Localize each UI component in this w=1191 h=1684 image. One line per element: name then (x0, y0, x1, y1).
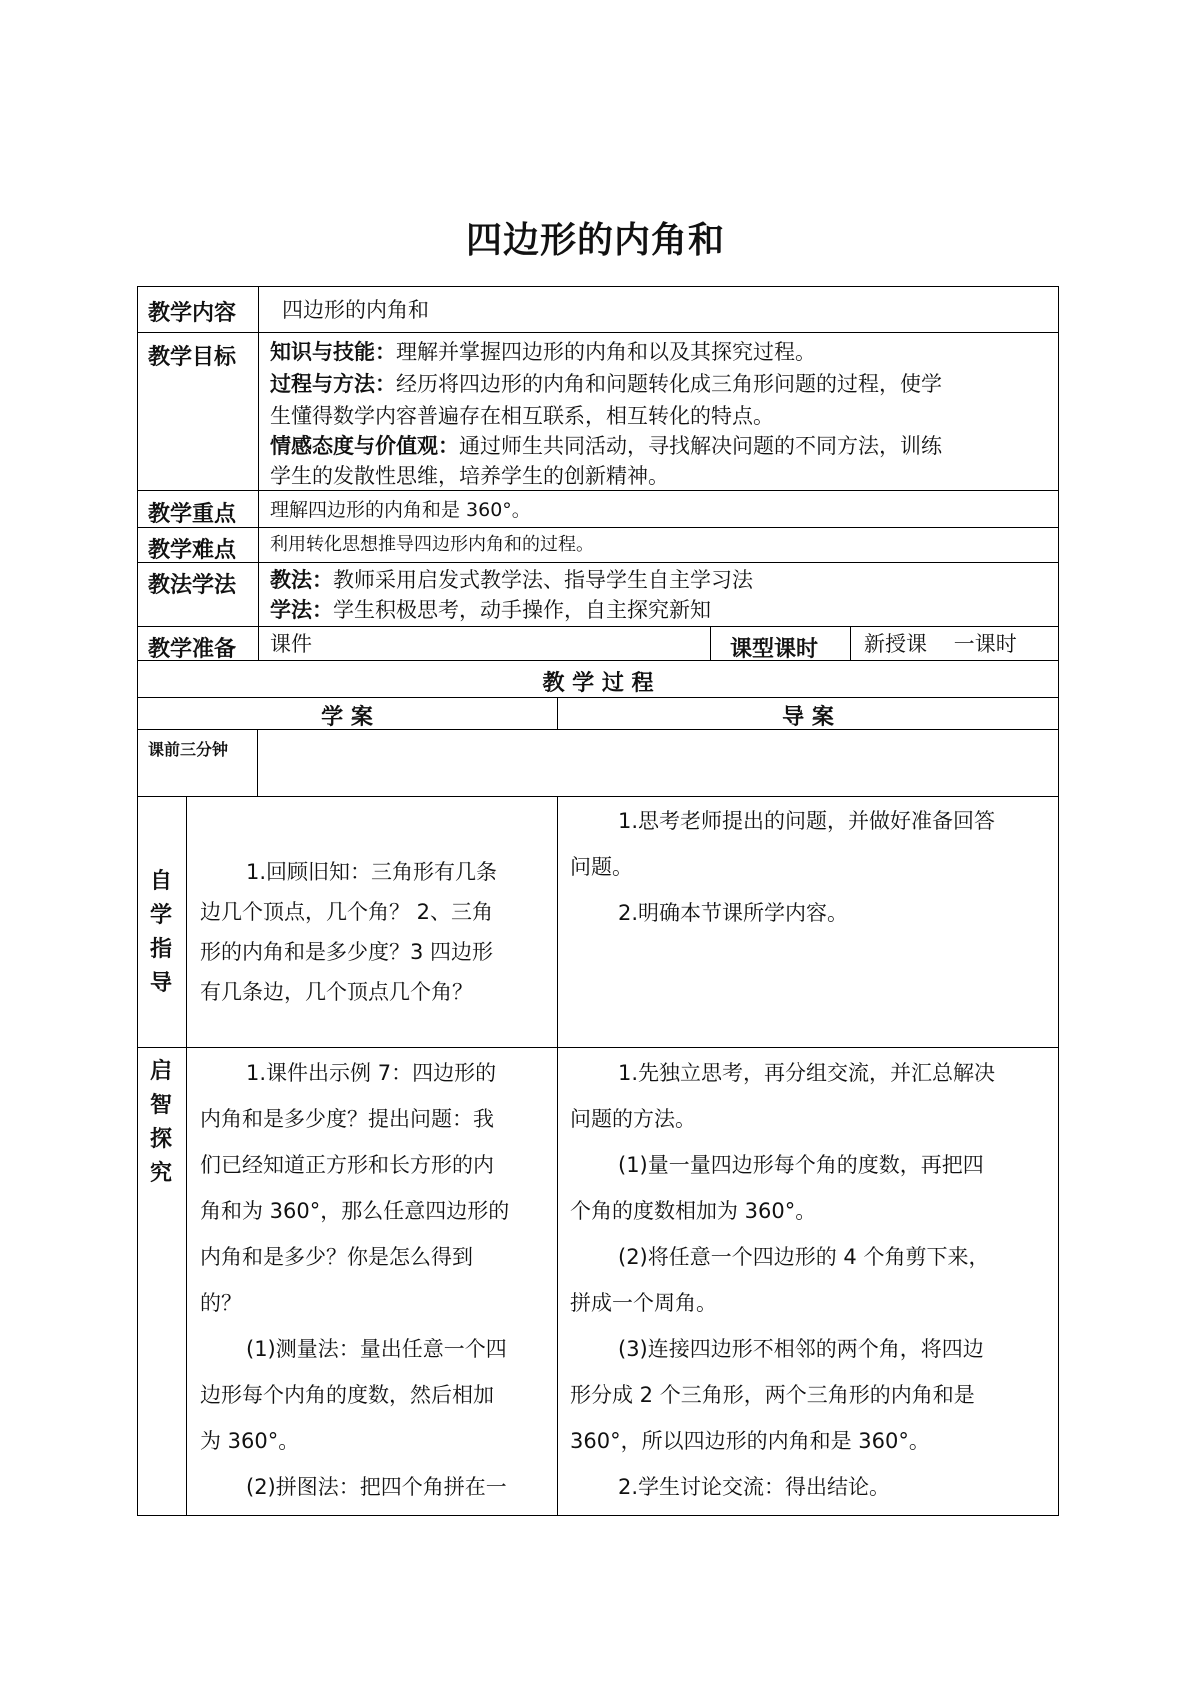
label-content: 教学内容 (148, 301, 237, 326)
label-methods: 教法学法 (148, 573, 237, 598)
row-divider (137, 562, 1059, 563)
goal-knowledge-text: 理解并掌握四边形的内角和以及其探究过程。 (396, 340, 816, 364)
process-heading: 教 学 过 程 (542, 671, 654, 696)
text-line: 个角的度数相加为 360°。 (570, 1199, 817, 1223)
label-goals: 教学目标 (148, 345, 237, 370)
goal-process-head: 过程与方法： (270, 372, 396, 396)
value-prep: 课件 (270, 632, 312, 656)
self-study-char: 自学指导 (150, 869, 173, 996)
text-line: (2)将任意一个四边形的 4 个角剪下来， (618, 1245, 990, 1269)
label-class-type: 课型课时 (730, 637, 819, 662)
text-line: 的？ (200, 1291, 242, 1315)
text-line: (1)测量法：量出任意一个四 (246, 1337, 507, 1361)
text-line: (1)量一量四边形每个角的度数，再把四 (618, 1153, 984, 1177)
method-learn (270, 594, 711, 626)
label-prep: 教学准备 (148, 637, 237, 662)
col-divider (850, 626, 851, 660)
method-learn-head: 学法： (270, 598, 333, 622)
explore-char: 启智探究 (150, 1059, 173, 1186)
explore-right (570, 1050, 1055, 1510)
method-teach-head: 教法： (270, 568, 333, 592)
label-self-study (146, 865, 176, 1001)
text-line: 形的内角和是多少度？3 四边形 (200, 940, 494, 964)
text-line: 边形每个内角的度数，然后相加 (200, 1383, 494, 1407)
value-content: 四边形的内角和 (282, 298, 429, 322)
value-difficulty: 利用转化思想推导四边形内角和的过程。 (270, 534, 594, 555)
text-line: 为 360°。 (200, 1429, 300, 1453)
col-header-left: 学 案 (321, 705, 373, 730)
goal-attitude-text-1: 通过师生共同活动，寻找解决问题的不同方法，训练 (459, 434, 942, 458)
text-line: (2)拼图法：把四个角拼在一 (246, 1475, 507, 1499)
method-teach-text: 教师采用启发式教学法、指导学生自主学习法 (333, 568, 753, 592)
page-title: 四边形的内角和 (465, 220, 725, 261)
row-divider (137, 796, 1059, 797)
text-line: 角和为 360°，那么任意四边形的 (200, 1199, 510, 1223)
label-explore (146, 1055, 176, 1191)
row-divider (137, 1047, 1059, 1048)
goal-process-text-1: 经历将四边形的内角和问题转化成三角形问题的过程，使学 (396, 372, 942, 396)
col-divider (186, 796, 187, 1516)
label-difficulty: 教学难点 (148, 538, 237, 563)
goal-process-line-2: 生懂得数学内容普遍存在相互联系，相互转化的特点。 (270, 404, 774, 428)
text-line: 拼成一个周角。 (570, 1291, 717, 1315)
text-line: 1.先独立思考，再分组交流，并汇总解决 (618, 1061, 996, 1085)
explore-left (200, 1050, 555, 1510)
goal-attitude-head: 情感态度与价值观： (270, 434, 459, 458)
text-line: 360°，所以四边形的内角和是 360°。 (570, 1429, 930, 1453)
row-divider (137, 527, 1059, 528)
text-line: 2.明确本节课所学内容。 (618, 901, 849, 925)
label-key: 教学重点 (148, 502, 237, 527)
text-line: 们已经知道正方形和长方形的内 (200, 1153, 494, 1177)
value-class-type: 新授课 一课时 (864, 632, 1017, 656)
row-divider (137, 626, 1059, 627)
text-line: 形分成 2 个三角形，两个三角形的内角和是 (570, 1383, 975, 1407)
text-line: 内角和是多少度？提出问题：我 (200, 1107, 494, 1131)
col-divider (557, 796, 558, 1516)
text-line: 1.课件出示例 7：四边形的 (246, 1061, 497, 1085)
goal-attitude-line-2: 学生的发散性思维，培养学生的创新精神。 (270, 464, 669, 488)
text-line: 问题的方法。 (570, 1107, 696, 1131)
col-divider (258, 626, 259, 660)
text-line: 有几条边，几个顶点几个角？ (200, 980, 473, 1004)
goal-process (270, 368, 1055, 400)
row-divider (137, 332, 1059, 333)
value-key: 理解四边形的内角和是 360°。 (270, 499, 531, 521)
col-divider (710, 626, 711, 660)
text-line: 边几个顶点，几个角？ 2、三角 (200, 900, 494, 924)
self-study-left (200, 852, 555, 1012)
text-line: 2.学生讨论交流：得出结论。 (618, 1475, 891, 1499)
goal-knowledge-head: 知识与技能： (270, 340, 396, 364)
text-line: (3)连接四边形不相邻的两个角，将四边 (618, 1337, 984, 1361)
text-line: 1.回顾旧知：三角形有几条 (246, 860, 498, 884)
row-divider (137, 660, 1059, 661)
self-study-right (570, 798, 1055, 936)
label-pre-class: 课前三分钟 (148, 740, 229, 759)
text-line: 内角和是多少？你是怎么得到 (200, 1245, 473, 1269)
method-learn-text: 学生积极思考，动手操作，自主探究新知 (333, 598, 711, 622)
goal-attitude (270, 430, 1055, 462)
col-divider (258, 286, 259, 626)
col-divider (257, 729, 258, 796)
method-teach (270, 564, 753, 596)
text-line: 1.思考老师提出的问题，并做好准备回答 (618, 809, 996, 833)
text-line: 问题。 (570, 855, 633, 879)
row-divider (137, 697, 1059, 698)
goal-knowledge (270, 336, 1055, 368)
col-header-right: 导 案 (782, 705, 834, 730)
